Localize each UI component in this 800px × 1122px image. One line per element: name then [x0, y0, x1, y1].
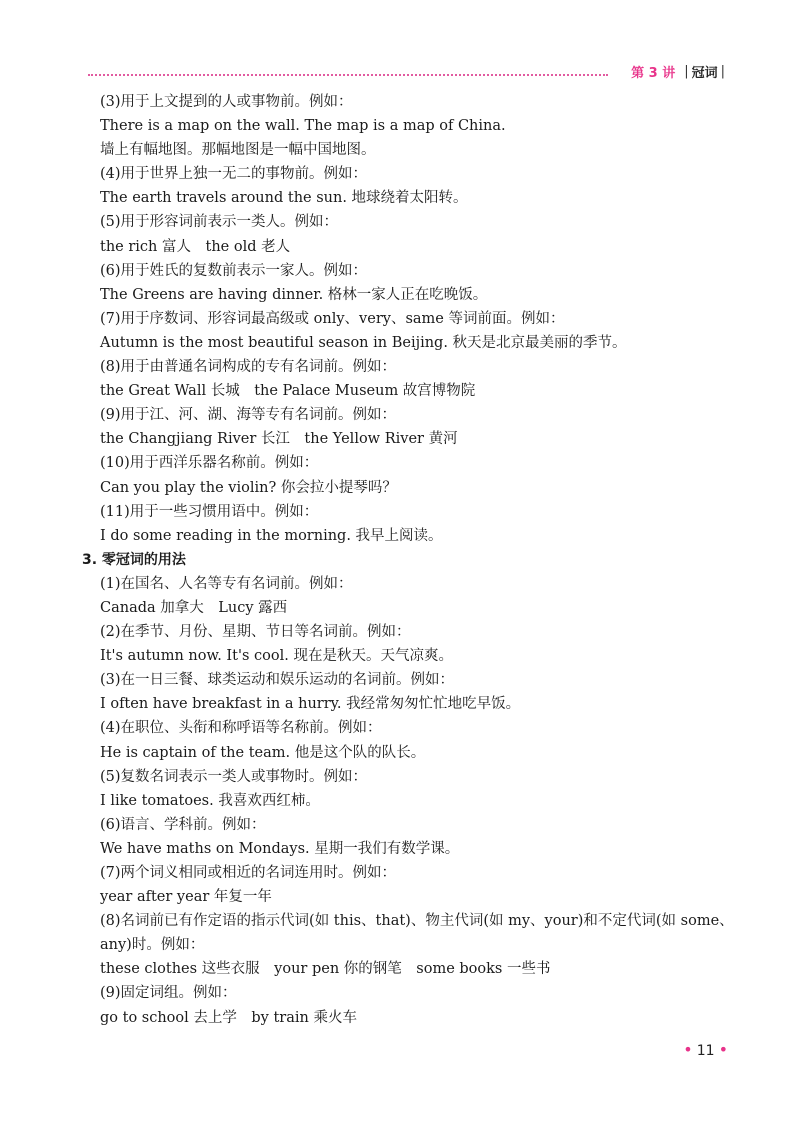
- text-line: these clothes 这些衣服 your pen 你的钢笔 some books 一些书: [100, 961, 551, 978]
- page-header: [88, 62, 728, 86]
- text-line: year after year 年复一年: [100, 889, 272, 906]
- text-line: We have maths on Mondays. 星期一我们有数学课。: [100, 840, 460, 857]
- topic-title: 冠词: [691, 66, 718, 81]
- bullet-dot-icon: •: [718, 1040, 728, 1059]
- text-line: Canada 加拿大 Lucy 露西: [100, 599, 288, 616]
- header-separator: |: [684, 64, 689, 79]
- text-line: (5)复数名词表示一类人或事物时。例如：: [100, 768, 368, 785]
- text-line: (9)用于江、河、湖、海等专有名词前。例如：: [100, 407, 397, 424]
- text-line: (10)用于西洋乐器名称前。例如：: [100, 455, 319, 472]
- text-line: 墙上有幅地图。那幅地图是一幅中国地图。: [100, 142, 376, 159]
- text-line: (7)用于序数词、形容词最高级或 only、very、same 等词前面。例如：: [100, 310, 565, 327]
- text-line: (11)用于一些习惯用语中。例如：: [100, 503, 319, 520]
- text-line: I often have breakfast in a hurry. 我经常匆匆忙忙地吃早饭。: [100, 696, 521, 713]
- text-line: Can you play the violin? 你会拉小提琴吗？: [100, 479, 397, 496]
- page-number: [679, 1040, 732, 1059]
- header-separator-end: |: [720, 64, 725, 79]
- text-line: (3)用于上文提到的人或事物前。例如：: [100, 94, 353, 110]
- bullet-dot-icon: •: [683, 1040, 693, 1059]
- header-dotted-rule: [88, 74, 608, 76]
- text-line: (3)在一日三餐、球类运动和娱乐运动的名词前。例如：: [100, 672, 455, 689]
- page-number-value: 11: [696, 1043, 715, 1059]
- text-line: It's autumn now. It's cool. 现在是秋天。天气凉爽。: [100, 648, 453, 665]
- text-line: (5)用于形容词前表示一类人。例如：: [100, 214, 339, 231]
- text-line: The Greens are having dinner. 格林一家人正在吃晚饭。: [100, 286, 488, 303]
- text-line: (1)在国名、人名等专有名词前。例如：: [100, 575, 353, 592]
- text-line: (4)在职位、头衔和称呼语等名称前。例如：: [100, 720, 382, 737]
- section-heading: 3. 零冠词的用法: [82, 551, 186, 568]
- text-line: go to school 去上学 by train 乘火车: [100, 1009, 357, 1026]
- text-line: (9)固定词组。例如：: [100, 985, 237, 1002]
- text-line: I like tomatoes. 我喜欢西红柿。: [100, 792, 320, 809]
- text-line: (6)用于姓氏的复数前表示一家人。例如：: [100, 262, 368, 279]
- text-line: There is a map on the wall. The map is a map of China.: [100, 118, 506, 135]
- header-label: [631, 62, 728, 81]
- text-line: (7)两个词义相同或相近的名词连用时。例如：: [100, 865, 397, 881]
- text-line: The earth travels around the sun. 地球绕着太阳转。: [100, 190, 468, 207]
- text-line: (8)用于由普通名词构成的专有名词前。例如：: [100, 359, 397, 376]
- text-line: I do some reading in the morning. 我早上阅读。: [100, 527, 443, 544]
- text-line: (2)在季节、月份、星期、节日等名词前。例如：: [100, 624, 411, 641]
- text-line: (8)名词前已有作定语的指示代词(如 this、that)、物主代词(如 my、your)和不定代词(如 some、any)时。例如：: [100, 913, 734, 954]
- lecture-number: 第 3 讲: [631, 66, 676, 81]
- page-content: [82, 90, 740, 1030]
- text-line: the rich 富人 the old 老人: [100, 238, 291, 255]
- text-line: Autumn is the most beautiful season in Beijing. 秋天是北京最美丽的季节。: [100, 334, 627, 351]
- text-line: He is captain of the team. 他是这个队的队长。: [100, 744, 426, 761]
- text-line: the Changjiang River 长江 the Yellow River 黄河: [100, 431, 458, 448]
- text-line: (6)语言、学科前。例如：: [100, 816, 266, 833]
- text-line: the Great Wall 长城 the Palace Museum 故宫博物院: [100, 383, 476, 400]
- text-line: (4)用于世界上独一无二的事物前。例如：: [100, 166, 368, 183]
